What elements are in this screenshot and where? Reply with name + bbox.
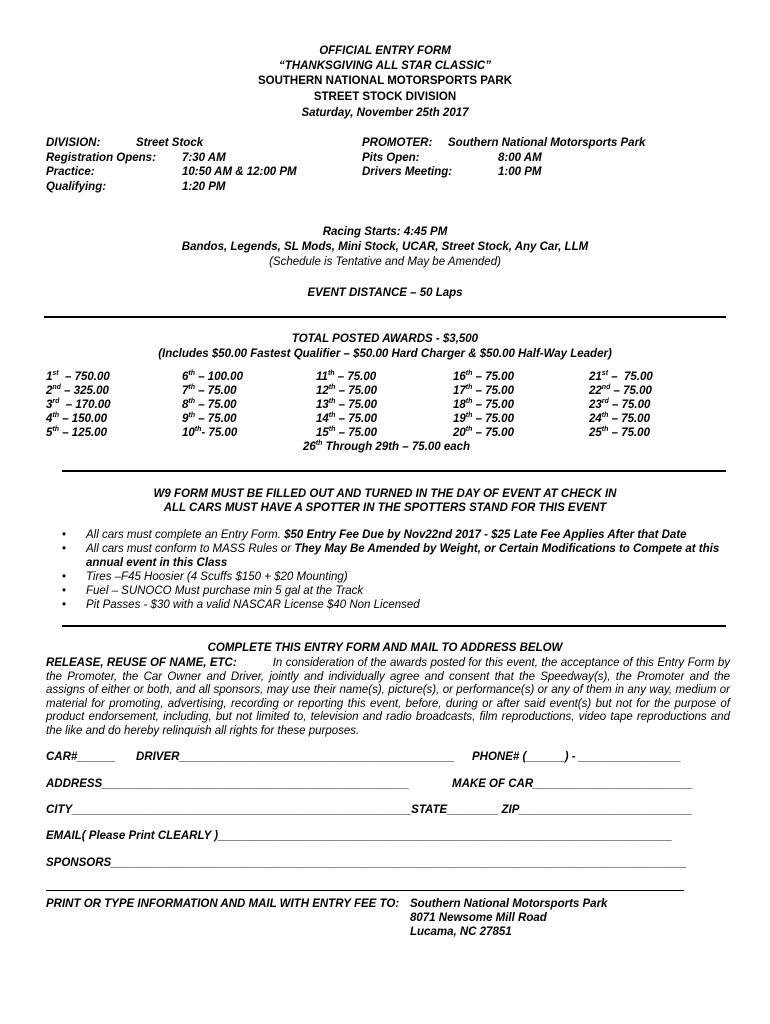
- division-label: DIVISION:: [46, 137, 101, 149]
- awards-column-5: [589, 370, 653, 440]
- mail-instruction: PRINT OR TYPE INFORMATION AND MAIL WITH ENTRY FEE TO:: [46, 898, 400, 910]
- car-number-field[interactable]: CAR#______: [46, 751, 116, 763]
- event-date: Saturday, November 25th 2017: [301, 107, 469, 119]
- award-row: 10th- 75.00: [182, 426, 238, 439]
- divider: [62, 470, 726, 472]
- award-row: 8th – 75.00: [182, 398, 237, 411]
- awards-column-4: [453, 370, 514, 440]
- track-name: SOUTHERN NATIONAL MOTORSPORTS PARK: [257, 75, 513, 87]
- award-row: 4th – 150.00: [46, 412, 107, 425]
- award-row: 19th – 75.00: [453, 412, 514, 425]
- sponsors-field[interactable]: SPONSORS__________________________________________________________________________________________: [46, 857, 687, 869]
- award-row: 16th – 75.00: [453, 370, 514, 383]
- award-row: 2nd – 325.00: [46, 384, 109, 397]
- rules-list: [62, 528, 730, 612]
- email-field[interactable]: EMAIL( Please Print CLEARLY )_______________________________________________________________________: [46, 830, 673, 842]
- award-row: 13th – 75.00: [316, 398, 377, 411]
- list-item: • All cars must complete an Entry Form. $50 Entry Fee Due by Nov22nd 2017 - $25 Late Fee Applies After that Date: [62, 528, 730, 542]
- award-row: 15th – 75.00: [316, 426, 377, 439]
- awards-column-2: [182, 370, 243, 440]
- award-row: 21st – 75.00: [589, 370, 653, 383]
- award-row: 3rd – 170.00: [46, 398, 111, 411]
- award-row: 23rd – 75.00: [589, 398, 651, 411]
- division-name: STREET STOCK DIVISION: [313, 91, 457, 103]
- award-row: 6th – 100.00: [182, 370, 243, 383]
- event-distance: EVENT DISTANCE – 50 Laps: [307, 287, 463, 299]
- practice-label: Practice:: [46, 166, 95, 178]
- mail-heading: COMPLETE THIS ENTRY FORM AND MAIL TO ADDRESS BELOW: [207, 642, 563, 654]
- award-row: 12th – 75.00: [316, 384, 377, 397]
- release-paragraph: RELEASE, REUSE OF NAME, ETC: In consideration of the awards posted for this event, the acceptance of this Entry Form by the Promoter, the Car Owner and Driver, jointly and individually agree and consent that the Speedway(s), the Promoter and the assigns of either or both, and all sponsors, may use their name(s), picture(s), or performance(s) or any of them in any way, medium or material for promoting, advertising, recording or reporting this event, before, during or after said event(s) but not for the purpose of product endorsement, including, but not limited to, television and radio broadcasts, film reproductions, video tape reproductions and the like and do hereby relinquish all rights for these purposes.: [46, 657, 730, 737]
- promoter-label: PROMOTER:: [362, 137, 433, 149]
- award-row: 25th – 75.00: [589, 426, 650, 439]
- drivers-meeting-value: 1:00 PM: [498, 166, 542, 178]
- registration-value: 7:30 AM: [182, 152, 226, 164]
- awards-column-1: [46, 370, 111, 440]
- promoter-value: Southern National Motorsports Park: [448, 137, 646, 149]
- make-of-car-field[interactable]: MAKE OF CAR_________________________: [452, 778, 694, 790]
- award-row: 20th – 75.00: [453, 426, 514, 439]
- award-row: 1st – 750.00: [46, 370, 110, 383]
- award-row: 7th – 75.00: [182, 384, 237, 397]
- pits-open-value: 8:00 AM: [498, 152, 542, 164]
- spotter-notice: ALL CARS MUST HAVE A SPOTTER IN THE SPOTTERS STAND FOR THIS EVENT: [163, 502, 607, 514]
- release-label: RELEASE, REUSE OF NAME, ETC:: [46, 657, 237, 669]
- awards-title: TOTAL POSTED AWARDS - $3,500: [291, 333, 479, 345]
- racing-classes: Bandos, Legends, SL Mods, Mini Stock, UCAR, Street Stock, Any Car, LLM: [181, 241, 589, 253]
- mail-address-line1: Southern National Motorsports Park: [410, 898, 608, 910]
- city-state-zip-field[interactable]: CITY_____________________________________________________STATE________ ZIP___________________________: [46, 804, 693, 816]
- awards-subtitle: (Includes $50.00 Fastest Qualifier – $50.00 Hard Charger & $50.00 Half-Way Leader): [158, 348, 612, 360]
- w9-notice: W9 FORM MUST BE FILLED OUT AND TURNED IN THE DAY OF EVENT AT CHECK IN: [153, 488, 617, 500]
- list-item: • Pit Passes - $30 with a valid NASCAR License $40 Non Licensed: [62, 598, 730, 612]
- award-row: 24th – 75.00: [589, 412, 650, 425]
- form-title: OFFICIAL ENTRY FORM: [319, 45, 451, 57]
- awards-extra: 26th Through 29th – 75.00 each: [303, 440, 471, 453]
- award-row: 5th – 125.00: [46, 426, 107, 439]
- mail-address-line3: Lucama, NC 27851: [410, 926, 512, 938]
- award-row: 22nd – 75.00: [589, 384, 652, 397]
- phone-field[interactable]: PHONE# (______) - ________________: [472, 751, 682, 763]
- list-item: • All cars must conform to MASS Rules or They May Be Amended by Weight, or Certain Modifications to Compete at this annual event in this Class: [62, 542, 730, 570]
- division-value: Street Stock: [136, 137, 204, 149]
- list-item: • Tires –F45 Hoosier (4 Scuffs $150 + $20 Mounting): [62, 570, 730, 584]
- award-row: 11th – 75.00: [316, 370, 377, 383]
- qualifying-value: 1:20 PM: [182, 181, 226, 193]
- event-name: “THANKSGIVING ALL STAR CLASSIC”: [279, 60, 491, 72]
- divider: [62, 625, 726, 627]
- qualifying-label: Qualifying:: [46, 181, 107, 193]
- mail-address-line2: 8071 Newsome Mill Road: [410, 912, 547, 924]
- awards-column-3: [316, 370, 377, 440]
- driver-field[interactable]: DRIVER___________________________________________: [136, 751, 455, 763]
- blank-line: [46, 890, 684, 891]
- divider: [44, 316, 726, 318]
- schedule-note: (Schedule is Tentative and May be Amended): [269, 256, 501, 268]
- list-item: • Fuel – SUNOCO Must purchase min 5 gal at the Track: [62, 584, 730, 598]
- racing-starts: Racing Starts: 4:45 PM: [322, 226, 448, 238]
- registration-label: Registration Opens:: [46, 152, 156, 164]
- practice-value: 10:50 AM & 12:00 PM: [182, 166, 297, 178]
- drivers-meeting-label: Drivers Meeting:: [362, 166, 453, 178]
- award-row: 14th – 75.00: [316, 412, 377, 425]
- address-field[interactable]: ADDRESS________________________________________________: [46, 778, 410, 790]
- award-row: 17th – 75.00: [453, 384, 514, 397]
- pits-open-label: Pits Open:: [362, 152, 420, 164]
- award-row: 18th – 75.00: [453, 398, 514, 411]
- award-row: 9th – 75.00: [182, 412, 237, 425]
